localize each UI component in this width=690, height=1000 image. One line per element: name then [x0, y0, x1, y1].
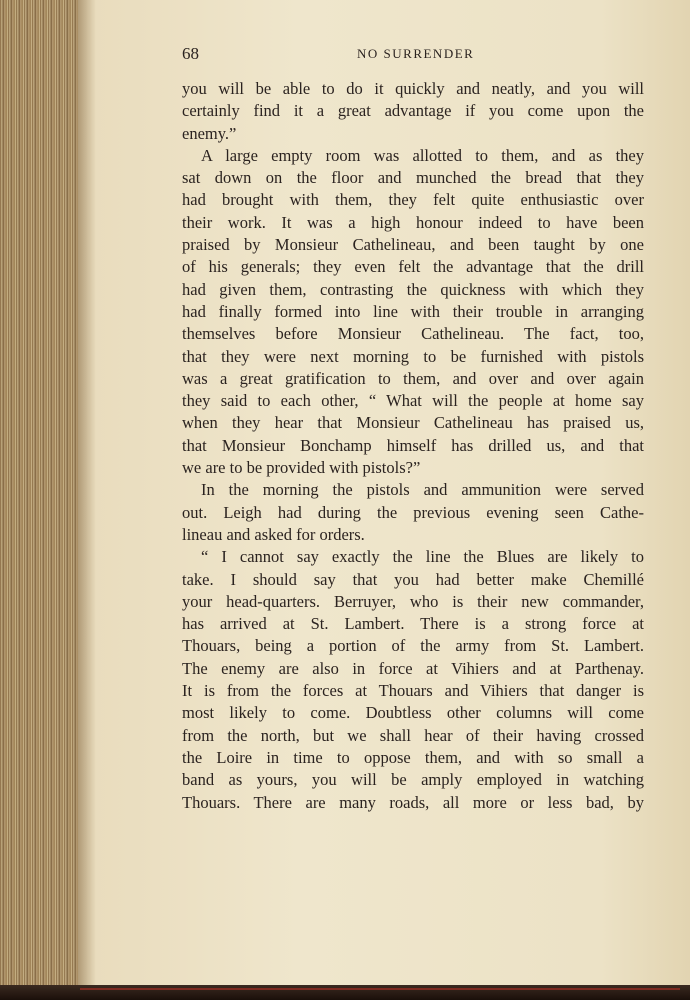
- text-line: of his generals; they even felt the advantage that the drill: [182, 257, 644, 277]
- text-line: has arrived at St. Lambert. There is a strong force at: [182, 614, 644, 634]
- text-line: take. I should say that you had better make Chemillé: [182, 569, 644, 589]
- text-line: from the north, but we shall hear of their having crossed: [182, 725, 644, 745]
- text-line: had finally formed into line with their trouble in arranging: [182, 301, 644, 321]
- text-line: praised by Monsieur Cathelineau, and been taught by one: [182, 235, 644, 255]
- text-line: “ I cannot say exactly the line the Blues are likely to: [201, 547, 644, 567]
- body-text: [182, 78, 644, 814]
- text-line: certainly find it a great advantage if you come upon the: [182, 101, 644, 121]
- book-bottom-edge: [0, 985, 690, 1000]
- text-line: band as yours, you will be amply employed in watching: [182, 770, 644, 790]
- text-line: most likely to come. Doubtless other columns will come: [182, 703, 644, 723]
- text-line: enemy.”: [182, 123, 237, 143]
- text-line: the Loire in time to oppose them, and with so small a: [182, 747, 644, 767]
- text-line: Thouars, being a portion of the army from St. Lambert.: [182, 636, 644, 656]
- text-line: sat down on the floor and munched the bread that they: [182, 168, 644, 188]
- text-line: out. Leigh had during the previous evening seen Cathe-: [182, 502, 644, 522]
- text-line: It is from the forces at Thouars and Vihiers that danger is: [182, 681, 644, 701]
- text-line: themselves before Monsieur Cathelineau. The fact, too,: [182, 324, 644, 344]
- text-line: The enemy are also in force at Vihiers and at Parthenay.: [182, 658, 644, 678]
- text-line: lineau and asked for orders.: [182, 524, 365, 544]
- page-header: [182, 44, 642, 64]
- text-line: we are to be provided with pistols?”: [182, 458, 421, 478]
- text-line: In the morning the pistols and ammunition were served: [201, 480, 644, 500]
- text-line: when they hear that Monsieur Cathelineau has praised us,: [182, 413, 644, 433]
- text-line: you will be able to do it quickly and neatly, and you will: [182, 79, 644, 98]
- text-line: that they were next morning to be furnished with pistols: [182, 346, 644, 366]
- binding-edge-line: [80, 988, 680, 990]
- text-line: they said to each other, “ What will the people at home say: [182, 391, 644, 411]
- text-line: their work. It was a high honour indeed to have been: [182, 212, 644, 232]
- text-line: that Monsieur Bonchamp himself has drilled us, and that: [182, 435, 644, 455]
- text-line: was a great gratification to them, and over and over again: [182, 368, 644, 388]
- text-line: had given them, contrasting the quickness with which they: [182, 279, 644, 299]
- text-line: had brought with them, they felt quite enthusiastic over: [182, 190, 644, 210]
- text-line: Thouars. There are many roads, all more or less bad, by: [182, 792, 644, 812]
- text-line: A large empty room was allotted to them, and as they: [201, 145, 644, 165]
- text-line: your head-quarters. Berruyer, who is their new commander,: [182, 591, 644, 611]
- page-edges: [0, 0, 78, 985]
- running-head: NO SURRENDER: [357, 46, 475, 61]
- page-number: 68: [182, 44, 199, 63]
